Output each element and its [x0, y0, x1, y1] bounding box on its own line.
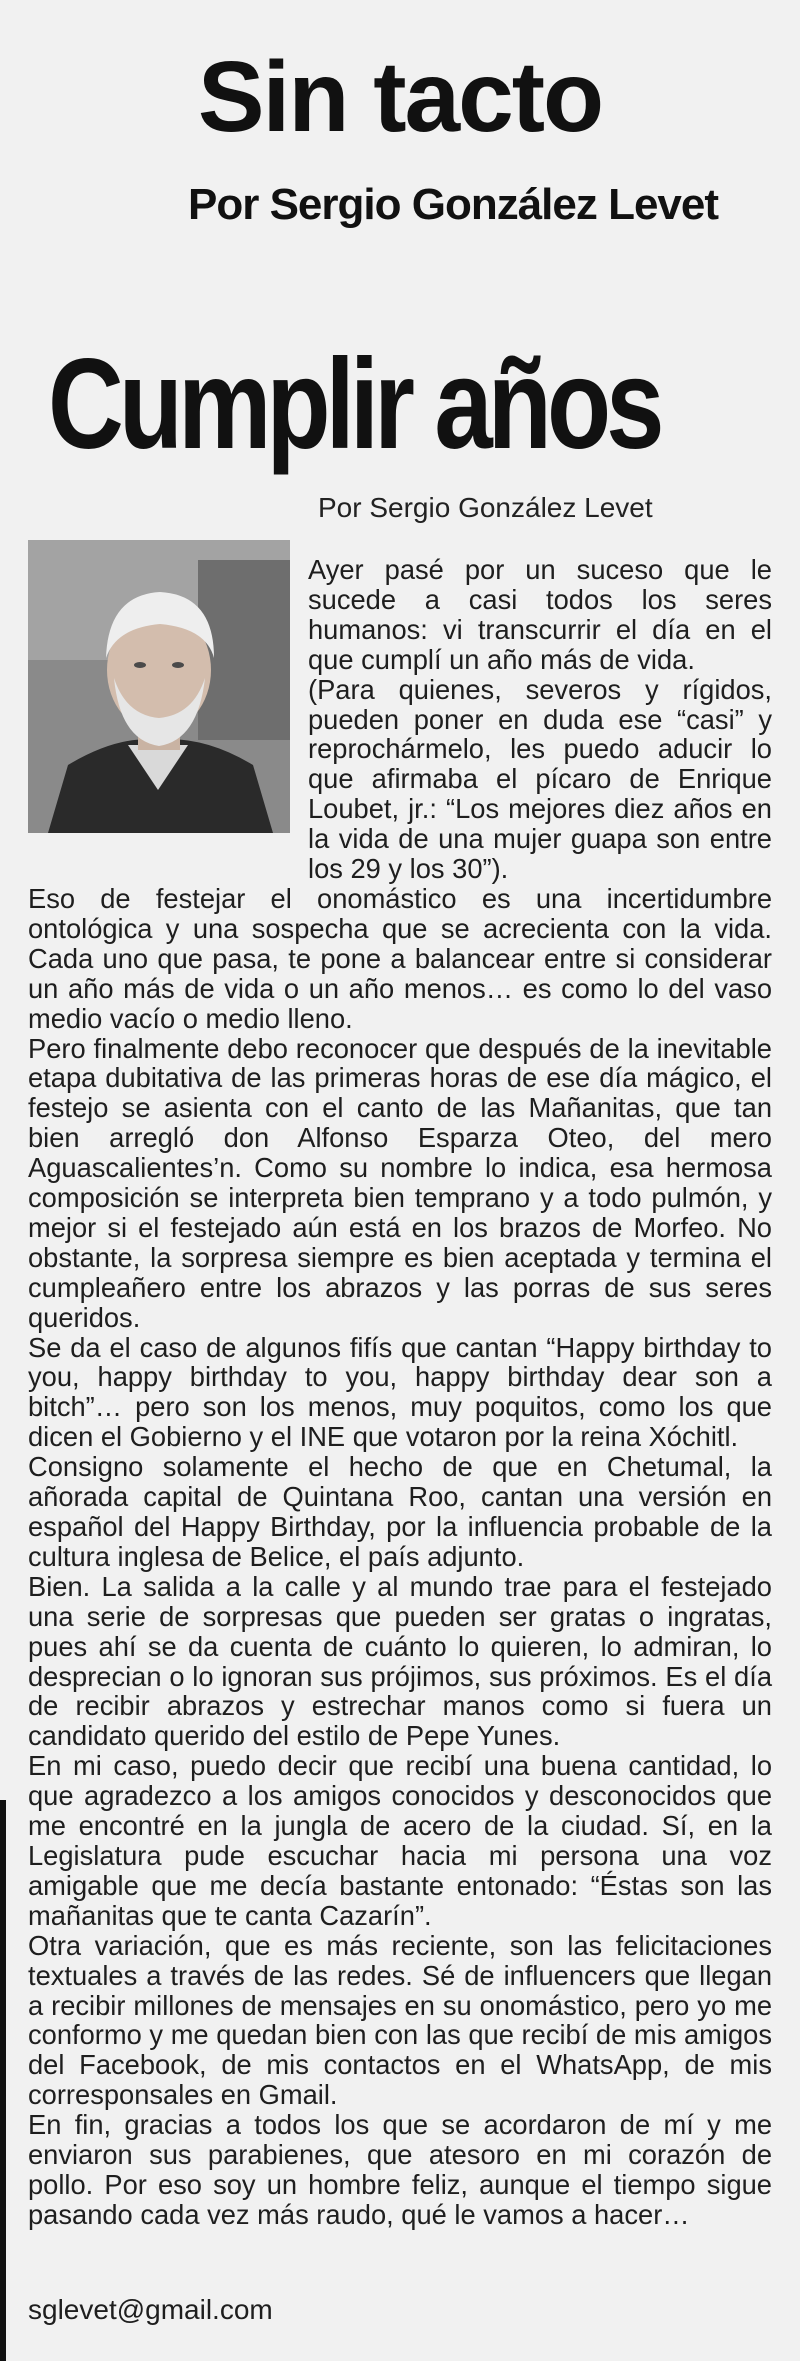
paragraph-1: Ayer pasé por un suceso que le sucede a casi todos los seres humanos: vi transcurrir el día en el que cumplí un año más de vida. — [308, 554, 772, 675]
article-title: Cumplir años — [48, 333, 660, 476]
paragraph-4: Pero finalmente debo reconocer que después de la inevitable etapa dubitativa de las primeras horas de ese día mágico, el festejo se asienta con el canto de las Mañanitas, que tan bien arregló don Alfonso Esparza Oteo, del mero Aguascalientes’n. Como su nombre lo indica, esa hermosa composición se interpreta bien temprano y a todo pulmón, y mejor si el festejado aún está en los brazos de Morfeo. No obstante, la sorpresa siempre es bien aceptada y termina el cumpleañero entre los abrazos y las porras de sus seres queridos. — [28, 1032, 772, 1333]
author-email[interactable]: sglevet@gmail.com — [28, 2294, 273, 2325]
paragraph-9: Otra variación, que es más reciente, son las felicitaciones textuales a través de las redes. Sé de influencers que llegan a recibir millones de mensajes en su onomástico, pero yo me conformo y me quedan bien con las que recibí de mis amigos del Facebook, de mis contactos en el WhatsApp, de mis corresponsales en Gmail. — [28, 1929, 772, 2111]
paragraph-7: Bien. La salida a la calle y al mundo trae para el festejado una serie de sorpresas que pueden ser gratas o ingratas, pues ahí se da cuenta de cuánto lo quieren, lo admiran, lo desprecian o lo ignoran sus prójimos, sus próximos. Es el día de recibir abrazos y estrechar manos como si fuera un candidato querido del estilo de Pepe Yunes. — [28, 1570, 772, 1752]
article-byline: Por Sergio González Levet — [318, 492, 653, 523]
column-byline: Por Sergio González Levet — [188, 180, 719, 229]
article-body — [28, 555, 772, 2230]
left-margin-rule — [0, 1800, 6, 2361]
paragraph-10: En fin, gracias a todos los que se acordaron de mí y me enviaron sus parabienes, que atesoro en mi corazón de pollo. Por eso soy un hombre feliz, aunque el tiempo sigue pasando cada vez más raudo, qué le vamos a hacer… — [28, 2109, 772, 2230]
column-title: Sin tacto — [197, 41, 603, 153]
paragraph-3: Eso de festejar el onomástico es una incertidumbre ontológica y una sospecha que se acrecienta con la vida. Cada uno que pasa, te pone a balancear entre si considerar un año más de vida o un año menos… es como lo del vaso medio vacío o medio lleno. — [28, 882, 772, 1034]
paragraph-6: Consigno solamente el hecho de que en Chetumal, la añorada capital de Quintana Roo, cantan una versión en español del Happy Birthday, por la influencia probable de la cultura inglesa de Belice, el país adjunto. — [28, 1451, 772, 1572]
paragraph-5: Se da el caso de algunos fifís que cantan “Happy birthday to you, happy birthday to you, happy birthday dear son a bitch”… pero son los menos, muy poquitos, como los que dicen el Gobierno y el INE que votaron por la reina Xóchitl. — [28, 1331, 772, 1453]
photo-space — [28, 555, 308, 855]
paragraph-8: En mi caso, puedo decir que recibí una buena cantidad, lo que agradezco a los amigos conocidos y desconocidos que me encontré en la jungla de acero de la ciudad. Sí, en la Legislatura pude escuchar hacia mi persona una voz amigable que me decía bastante entonado: “Éstas son las mañanitas que te canta Cazarín”. — [28, 1750, 772, 1931]
paragraph-2: (Para quienes, severos y rígidos, pueden poner en duda ese “casi” y reprochármelo, les puedo aducir lo que afirmaba el pícaro de Enrique Loubet, jr.: “Los mejores diez años en la vida de una mujer guapa son entre los 29 y los 30”). — [308, 673, 772, 885]
